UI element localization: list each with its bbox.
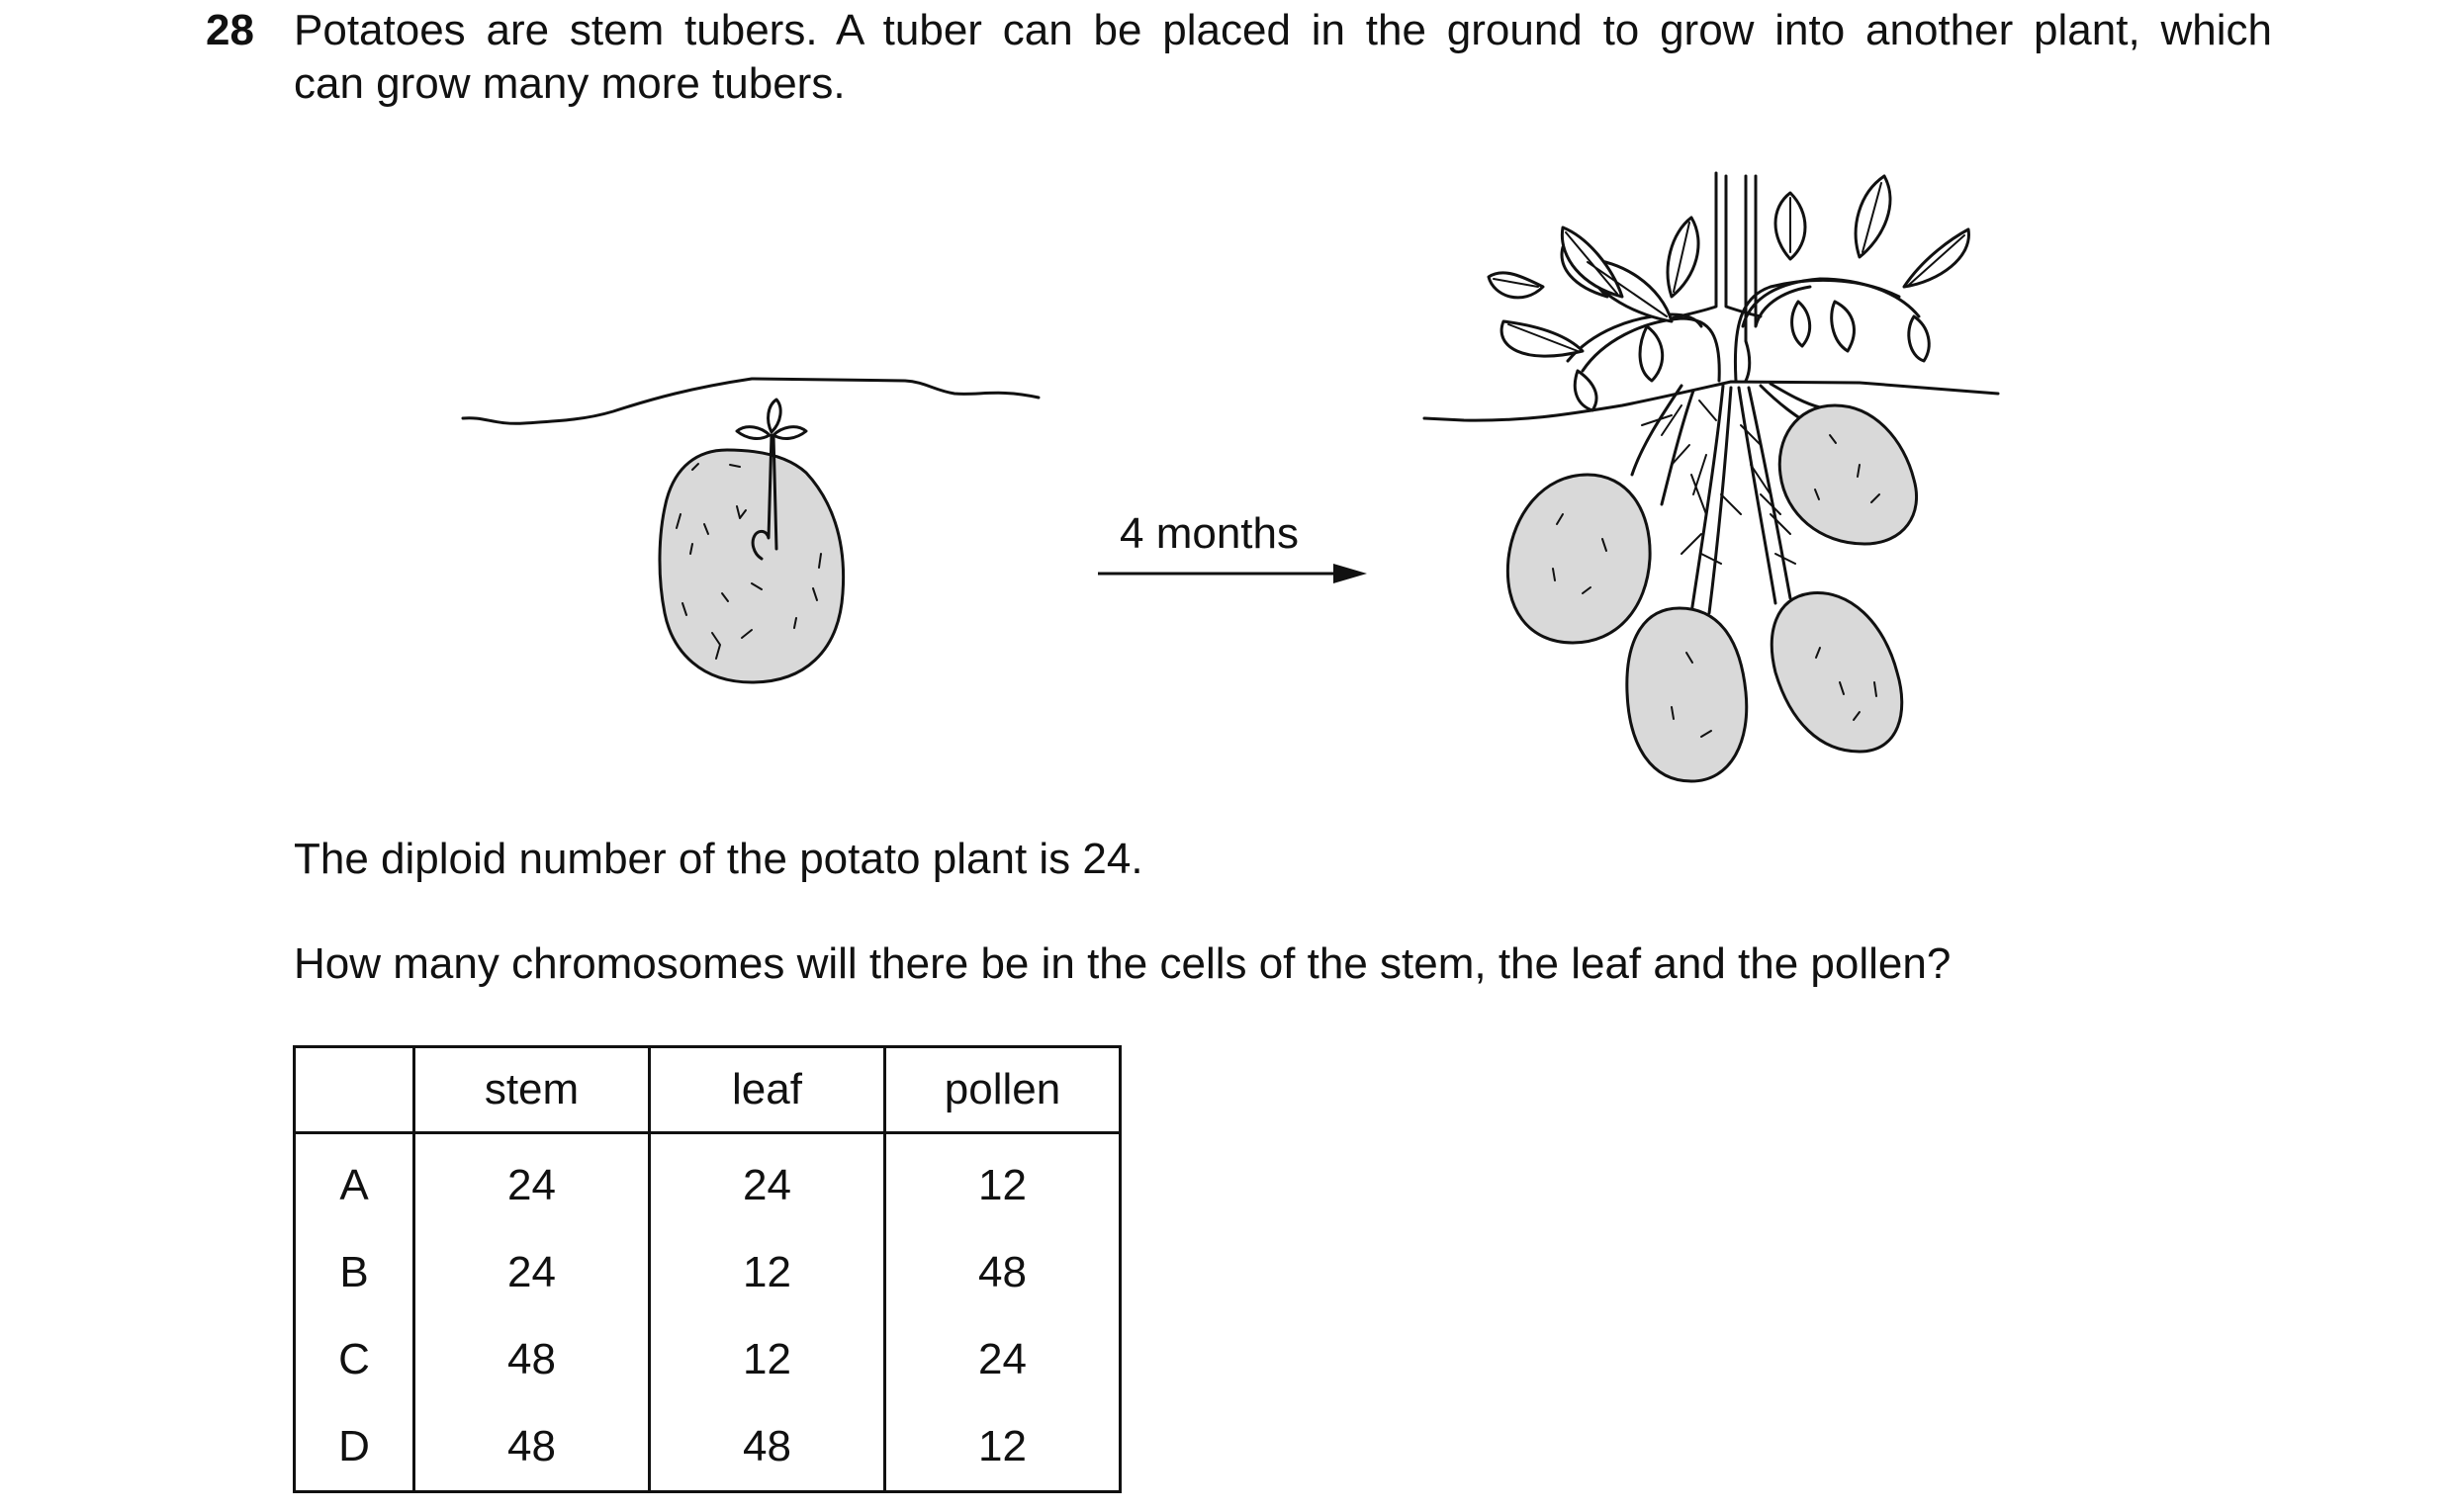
option-label: D [295,1403,414,1492]
pollen-value: 12 [885,1403,1121,1492]
question-text-line-1: Potatoes are stem tubers. A tuber can be placed in the ground to grow into another plant, which [294,6,2272,54]
stem-value: 24 [414,1133,650,1230]
question-number: 28 [206,6,254,54]
table-row [295,1229,1121,1316]
stem-value: 48 [414,1316,650,1403]
leaf-value: 48 [650,1403,885,1492]
leaf-value: 12 [650,1229,885,1316]
pollen-value: 24 [885,1316,1121,1403]
sprout-leaf-right [773,427,806,439]
diploid-statement: The diploid number of the potato plant is 24. [294,835,1143,883]
table-row [295,1316,1121,1403]
table-header-leaf: leaf [650,1047,885,1133]
question-prompt: How many chromosomes will there be in the cells of the stem, the leaf and the pollen? [294,939,1952,988]
grown-potato-plant [1424,173,1998,781]
table-row [295,1133,1121,1230]
pollen-value: 48 [885,1229,1121,1316]
stem-value: 48 [414,1403,650,1492]
sprout-leaf-top [769,400,781,432]
ground-line-left [463,379,1039,423]
table-header-pollen: pollen [885,1047,1121,1133]
leaf-value: 12 [650,1316,885,1403]
arrow-label: 4 months [1120,509,1299,558]
leaf-value: 24 [650,1133,885,1230]
table-header-row [295,1047,1121,1133]
seed-tuber [660,450,844,682]
pollen-value: 12 [885,1133,1121,1230]
plant-leaves [1489,176,1968,410]
table-row [295,1403,1121,1492]
table-header-stem: stem [414,1047,650,1133]
stem-value: 24 [414,1229,650,1316]
option-label: B [295,1229,414,1316]
option-label: C [295,1316,414,1403]
question-text-line-2: can grow many more tubers. [294,59,846,108]
answer-table [293,1045,1122,1493]
sprout-leaf-left [737,427,770,439]
arrow [1098,564,1367,583]
option-label: A [295,1133,414,1230]
table-header-empty [295,1047,414,1133]
